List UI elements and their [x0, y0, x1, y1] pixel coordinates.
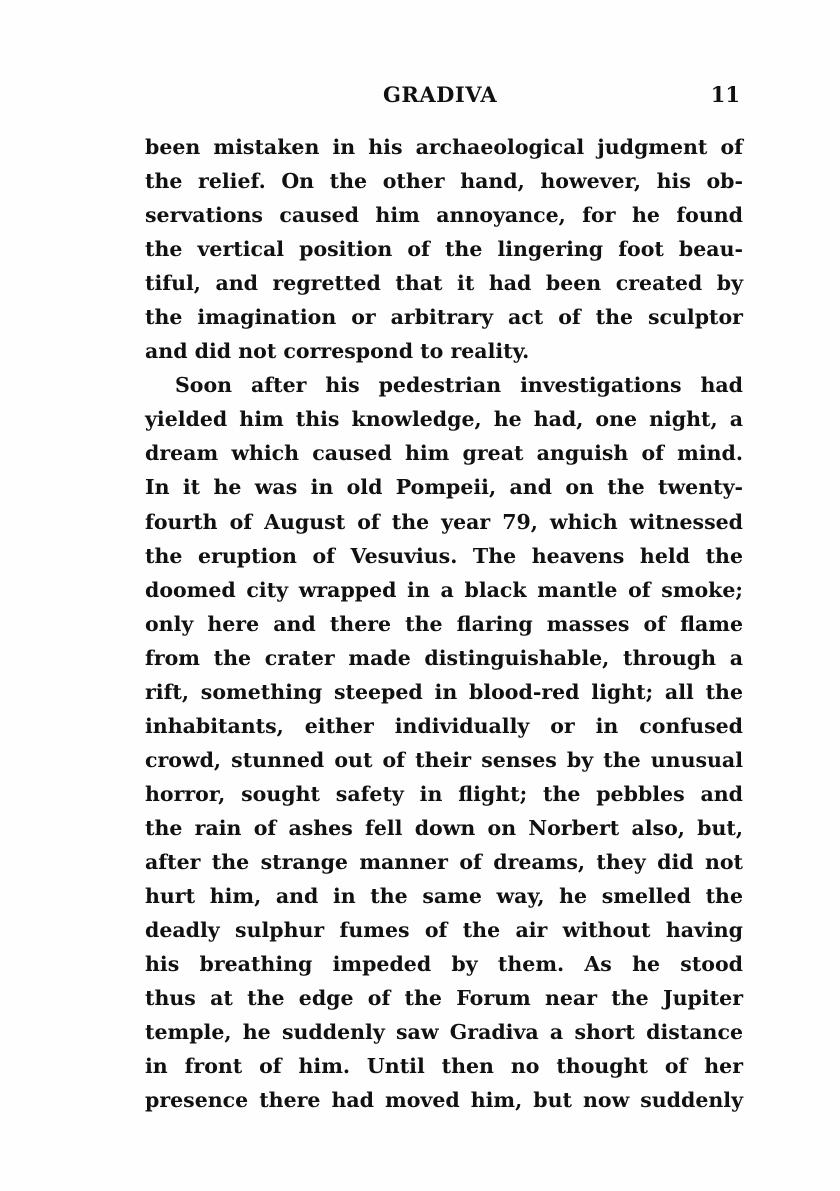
text-line: presence there had moved him, but now suddenly	[145, 1088, 743, 1113]
text-line: tiful, and regretted that it had been created by	[145, 271, 743, 296]
text-line: the rain of ashes fell down on Norbert also, but,	[145, 815, 743, 840]
text-line: thus at the edge of the Forum near the Jupiter	[145, 986, 743, 1011]
text-line: inhabitants, either individually or in confused	[145, 713, 743, 738]
text-line: rift, something steeped in blood-red light; all the	[145, 679, 743, 704]
page-number: 11	[710, 82, 740, 107]
text-line: from the crater made distinguishable, through a	[145, 645, 743, 670]
text-line: the relief. On the other hand, however, his ob-	[145, 169, 743, 194]
text-line: Soon after his pedestrian investigations had	[175, 373, 743, 398]
text-line: in front of him. Until then no thought of her	[145, 1054, 743, 1079]
text-line: been mistaken in his archaeological judgment of	[145, 135, 743, 159]
text-line: only here and there the flaring masses of flame	[145, 611, 743, 636]
text-line: the eruption of Vesuvius. The heavens held the	[145, 543, 743, 568]
text-line: his breathing impeded by them. As he stood	[145, 952, 743, 977]
text-line: after the strange manner of dreams, they did not	[145, 849, 743, 874]
text-line: the vertical position of the lingering foot beau-	[145, 237, 743, 262]
text-line: In it he was in old Pompeii, and on the twenty-	[145, 475, 743, 500]
text-line: servations caused him annoyance, for he found	[145, 203, 743, 228]
body-text	[145, 130, 743, 1117]
page-header	[145, 80, 740, 110]
text-line: fourth of August of the year 79, which witnessed	[145, 509, 743, 534]
text-line: deadly sulphur fumes of the air without having	[145, 918, 743, 943]
text-line: doomed city wrapped in a black mantle of smoke;	[145, 577, 743, 602]
text-line: temple, he suddenly saw Gradiva a short distance	[145, 1020, 743, 1045]
text-line: and did not correspond to reality.	[145, 339, 530, 364]
text-line: the imagination or arbitrary act of the sculptor	[145, 305, 743, 330]
running-title: GRADIVA	[383, 82, 498, 107]
text-line: crowd, stunned out of their senses by the unusual	[145, 747, 743, 772]
text-line: dream which caused him great anguish of mind.	[145, 441, 743, 466]
text-line: horror, sought safety in flight; the pebbles and	[145, 781, 743, 806]
text-line: hurt him, and in the same way, he smelled the	[145, 884, 743, 909]
text-line: yielded him this knowledge, he had, one night, a	[145, 407, 743, 432]
